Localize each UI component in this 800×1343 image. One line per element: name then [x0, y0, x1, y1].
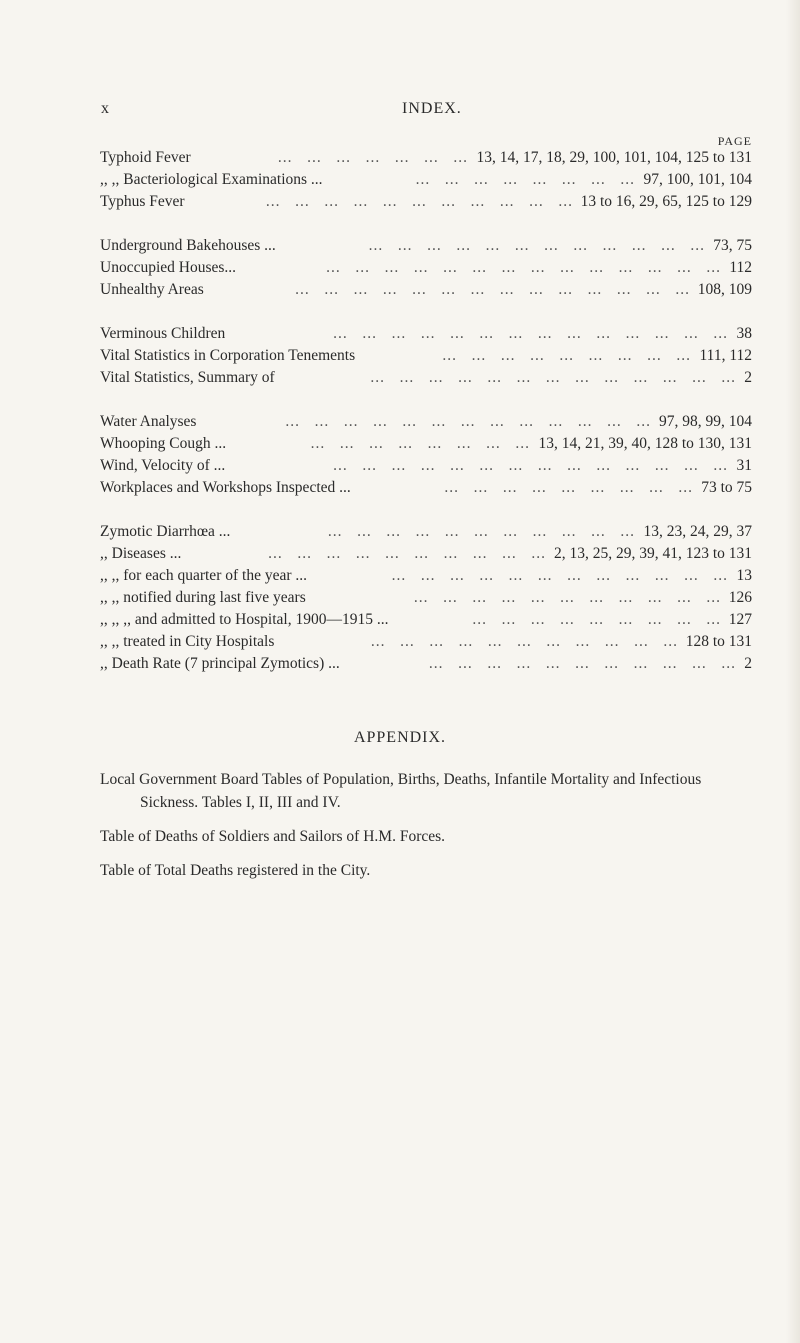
entry-pages: 128 to 131 [685, 633, 752, 650]
index-entry [0, 367, 800, 389]
leader-dots: ... ... ... ... ... ... ... ... ... ... ... ... [391, 567, 728, 584]
entry-pages: 73 to 75 [701, 479, 752, 496]
leader-dots: ... ... ... ... ... ... ... ... ... ... ... ... ... ... [333, 457, 728, 474]
entry-pages: 13, 14, 21, 39, 40, 128 to 130, 131 [538, 435, 752, 452]
appendix-list [100, 768, 760, 893]
entry-pages: 127 [728, 611, 752, 628]
entry-label: Zymotic Diarrhœa ... [100, 523, 231, 540]
index-entry [0, 257, 800, 279]
index-entry [0, 631, 800, 653]
index-entry [0, 653, 800, 675]
entry-pages: 108, 109 [697, 281, 752, 298]
index-entry [0, 191, 800, 213]
index-entry [0, 565, 800, 587]
entry-label: ,, ,, ,, and admitted to Hospital, 1900—1915 ... [100, 611, 389, 628]
entry-pages: 112 [729, 259, 752, 276]
leader-dots: ... ... ... ... ... ... ... ... ... ... ... ... [368, 237, 705, 254]
index-group [0, 323, 800, 389]
appendix-item: Table of Deaths of Soldiers and Sailors of H.M. Forces. [100, 828, 446, 845]
entry-label: Whooping Cough ... [100, 435, 227, 452]
entry-label: Vital Statistics in Corporation Tenements [100, 347, 356, 364]
entry-label: ,, ,, for each quarter of the year ... [100, 567, 307, 584]
entry-pages: 2 [744, 655, 752, 672]
leader-dots: ... ... ... ... ... ... ... ... [415, 171, 635, 188]
entry-label: Underground Bakehouses ... [100, 237, 276, 254]
leader-dots: ... ... ... ... ... ... ... ... ... ... ... [428, 655, 736, 672]
entry-label: ,, ,, Bacteriological Examinations ... [100, 171, 323, 188]
index-group [0, 235, 800, 301]
leader-dots: ... ... ... ... ... ... ... ... ... ... ... [265, 193, 573, 210]
appendix-item: Local Government Board Tables of Population, Births, Deaths, Infantile Mortality and Infectious Sickness. Tables I, II, III and IV. [100, 771, 702, 811]
leader-dots: ... ... ... ... ... ... ... ... ... ... ... ... ... ... [333, 325, 728, 342]
index-entry [0, 477, 800, 499]
entry-label: Wind, Velocity of ... [100, 457, 226, 474]
index-entry [0, 587, 800, 609]
leader-dots: ... ... ... ... ... ... ... ... ... ... ... ... ... ... [326, 259, 721, 276]
index-entry [0, 279, 800, 301]
leader-dots: ... ... ... ... ... ... ... ... ... ... ... [327, 523, 635, 540]
leader-dots: ... ... ... ... ... ... ... [277, 149, 468, 166]
leader-dots: ... ... ... ... ... ... ... ... ... ... [268, 545, 546, 562]
index-group [0, 147, 800, 213]
index-entry [0, 543, 800, 565]
entry-pages: 31 [736, 457, 752, 474]
entry-pages: 97, 98, 99, 104 [659, 413, 752, 430]
leader-dots: ... ... ... ... ... ... ... ... ... [472, 611, 721, 628]
index-group-zymotic [0, 521, 800, 675]
leader-dots: ... ... ... ... ... ... ... ... ... [442, 347, 691, 364]
leader-dots: ... ... ... ... ... ... ... ... ... ... ... [370, 633, 678, 650]
entry-pages: 2 [744, 369, 752, 386]
leader-dots: ... ... ... ... ... ... ... ... ... [444, 479, 693, 496]
entry-pages: 38 [736, 325, 752, 342]
index-entry [0, 609, 800, 631]
index-entry [0, 455, 800, 477]
entry-pages: 97, 100, 101, 104 [643, 171, 752, 188]
entry-pages: 73, 75 [713, 237, 752, 254]
entry-pages: 126 [728, 589, 752, 606]
page-title: INDEX. [402, 100, 462, 117]
index-entry [0, 235, 800, 257]
index-entries [0, 147, 800, 697]
entry-pages: 13, 14, 17, 18, 29, 100, 101, 104, 125 to 131 [476, 149, 752, 166]
page-number: x [101, 100, 109, 117]
leader-dots: ... ... ... ... ... ... ... ... ... ... ... [413, 589, 721, 606]
entry-label: ,, ,, treated in City Hospitals [100, 633, 275, 650]
index-entry [0, 323, 800, 345]
entry-label: Typhus Fever [100, 193, 185, 210]
entry-label: Verminous Children [100, 325, 226, 342]
entry-pages: 2, 13, 25, 29, 39, 41, 123 to 131 [553, 545, 752, 562]
index-entry [0, 169, 800, 191]
entry-pages: 111, 112 [699, 347, 752, 364]
page-header [0, 100, 800, 124]
appendix-heading: APPENDIX. [353, 729, 447, 746]
entry-label: Workplaces and Workshops Inspected ... [100, 479, 351, 496]
index-entry [0, 345, 800, 367]
entry-label: ,, ,, notified during last five years [100, 589, 306, 606]
entry-label: Unoccupied Houses... [100, 259, 237, 276]
index-entry [0, 411, 800, 433]
appendix-item: Table of Total Deaths registered in the City. [100, 862, 371, 879]
leader-dots: ... ... ... ... ... ... ... ... ... ... ... ... ... ... [295, 281, 690, 298]
entry-pages: 13 [736, 567, 752, 584]
entry-pages: 13 to 16, 29, 65, 125 to 129 [580, 193, 752, 210]
leader-dots: ... ... ... ... ... ... ... ... ... ... ... ... ... [370, 369, 736, 386]
entry-label: Unhealthy Areas [100, 281, 204, 298]
index-entry [0, 147, 800, 169]
entry-label: Water Analyses [100, 413, 197, 430]
index-entry [0, 521, 800, 543]
entry-label: ,, Death Rate (7 principal Zymotics) ... [100, 655, 340, 672]
entry-label: Vital Statistics, Summary of [100, 369, 275, 386]
entry-label: ,, Diseases ... [100, 545, 182, 562]
leader-dots: ... ... ... ... ... ... ... ... [310, 435, 530, 452]
index-entry [0, 433, 800, 455]
page-column-label: PAGE [717, 134, 752, 148]
index-group [0, 411, 800, 499]
leader-dots: ... ... ... ... ... ... ... ... ... ... ... ... ... [285, 413, 651, 430]
entry-label: Typhoid Fever [100, 149, 191, 166]
entry-pages: 13, 23, 24, 29, 37 [643, 523, 752, 540]
